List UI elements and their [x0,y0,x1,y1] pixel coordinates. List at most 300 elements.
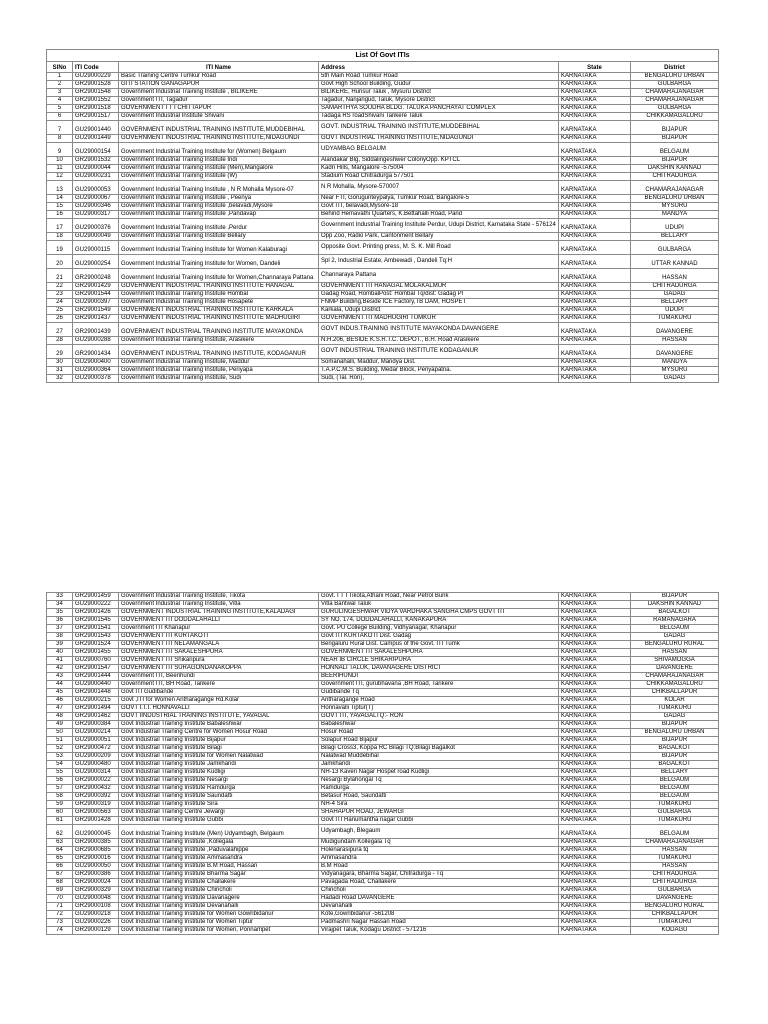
row-state: KARNATAKA [559,359,631,367]
row-iti-code: GR29001552 [73,97,119,105]
row-district: TUMAKURU [631,817,719,825]
row-iti-name: Government Industrial Training Institute, Sudi [119,375,319,383]
row-slno: 12 [47,173,73,181]
row-district: RAMANAGARA [631,617,719,625]
row-iti-code: GR29001543 [73,633,119,641]
row-iti-code: GU29000397 [73,299,119,307]
row-slno: 14 [47,195,73,203]
row-slno: 38 [47,633,73,641]
row-address: Virajpet Taluk, Kodagu District - 571216 [319,927,559,935]
row-iti-code: GR29001494 [73,705,119,713]
row-state: KARNATAKA [559,307,631,315]
row-slno: 33 [47,593,73,601]
row-slno: 16 [47,211,73,219]
row-address: Antharagange Road [319,697,559,705]
row-state: KARNATAKA [559,203,631,211]
row-address: SY NO. 174, DODDALAHALLI, KANAKAPURA [319,617,559,625]
row-slno: 9 [47,143,73,157]
row-iti-name: Govt ITI Gudibande [119,689,319,697]
row-slno: 72 [47,911,73,919]
row-state: KARNATAKA [559,173,631,181]
row-slno: 18 [47,233,73,241]
row-district: TUMAKURU [631,801,719,809]
row-slno: 55 [47,769,73,777]
row-state: KARNATAKA [559,367,631,375]
row-address: BILIKERE, Hunsur Taluk , Mysuru District [319,89,559,97]
row-iti-name: Government Industrial Training Institute Indi [119,157,319,165]
document-title: List Of Govt ITIs [47,50,719,62]
row-iti-name: GOVERNMENT INDUSTRIAL TRAINING INSTITUTE, KODAGANUR [119,345,319,359]
row-state: KARNATAKA [559,345,631,359]
row-slno: 74 [47,927,73,935]
row-slno: 17 [47,219,73,233]
row-iti-name: Basic Training Centre Tumkur Road [119,73,319,81]
header-iti-code: ITI Code [73,62,119,73]
row-district: BIJAPUR [631,721,719,729]
row-iti-code: GR29000432 [73,785,119,793]
row-iti-name: Government Industrial Training Institute (W) [119,173,319,181]
row-iti-code: GU29000400 [73,359,119,367]
row-iti-name: Government Industrial Training Institute Hombal [119,291,319,299]
row-iti-name: Govt Industrail Training Institute Babaleshwar [119,721,319,729]
row-slno: 25 [47,307,73,315]
row-iti-code: GU29000215 [73,697,119,705]
row-slno: 29 [47,345,73,359]
row-slno: 3 [47,89,73,97]
row-state: KARNATAKA [559,601,631,609]
row-iti-name: Government Industrial Training Institute, Periyapa [119,367,319,375]
row-state: KARNATAKA [559,113,631,121]
row-state: KARNATAKA [559,195,631,203]
row-state: KARNATAKA [559,299,631,307]
row-address: Tadaga RS roadShivani Tarikere Taluk [319,113,559,121]
row-iti-name: GOVERNMENT INDUSTRIAL TRAINING INSTITUTE,MUDDEBIHAL [119,121,319,135]
row-iti-code: GR29001428 [73,817,119,825]
row-state: KARNATAKA [559,283,631,291]
row-slno: 4 [47,97,73,105]
row-district: BENGALURU RURAL [631,641,719,649]
row-district: HASSAN [631,847,719,855]
row-address: GOVT. INDUSTRIAL TRAINING INSTITUTE,MUDDEBIHAL [319,121,559,135]
row-district: GADAG [631,291,719,299]
table-row [47,291,719,299]
row-district: DAKSHIN KANNAD [631,601,719,609]
row-iti-code: GU29000214 [73,729,119,737]
row-slno: 49 [47,721,73,729]
row-state: KARNATAKA [559,181,631,195]
row-district: CHAMARAJANAGAR [631,89,719,97]
row-slno: 59 [47,801,73,809]
table-row [47,839,719,847]
row-state: KARNATAKA [559,839,631,847]
row-iti-code: GR29000108 [73,903,119,911]
row-iti-name: Government ITI, BH Road, Tarikere [119,681,319,689]
row-state: KARNATAKA [559,737,631,745]
row-iti-code: GR29000319 [73,801,119,809]
row-address: Chincholi [319,887,559,895]
row-district: GULBARGA [631,105,719,113]
table-row [47,761,719,769]
row-slno: 26 [47,315,73,323]
row-iti-code: GU29000440 [73,681,119,689]
row-iti-code: GU29000376 [73,219,119,233]
row-iti-code: GR29000129 [73,927,119,935]
row-iti-code: GU29000053 [73,181,119,195]
table-row [47,689,719,697]
table-row [47,793,719,801]
row-address: FNMP Building,Beside ICE Factory,TB DAM, HOSPET [319,299,559,307]
row-slno: 51 [47,737,73,745]
row-slno: 39 [47,641,73,649]
row-state: KARNATAKA [559,219,631,233]
row-iti-name: Government Industrial Training Institute, Vitla [119,601,319,609]
row-iti-name: Government Industrial Training Institute, Arasikere [119,337,319,345]
row-district: TUMAKURU [631,855,719,863]
row-address: GURULINGESHWAR VIDYA VARDHAKA SANGHA CMPS GOVT ITI [319,609,559,617]
row-district: UTTAR KANNAD [631,255,719,269]
row-address: GOVT INDUS.TRAINING INSTITUTE MAYAKONDA DAVANGERE [319,323,559,337]
header-slno: SlNo [47,62,73,73]
row-iti-name: GOVT I.T.I. HONNAVALLI [119,705,319,713]
row-iti-code: GR29000384 [73,721,119,729]
table-row [47,649,719,657]
row-district: CHAMARAJANAGAR [631,673,719,681]
row-address: NH-4 Sira [319,801,559,809]
row-slno: 57 [47,785,73,793]
row-state: KARNATAKA [559,649,631,657]
row-iti-name: Govt Industrial Training Institute for Women Tiptur [119,919,319,927]
row-iti-code: GU29000049 [73,233,119,241]
table-row [47,367,719,375]
row-district: BAGALKOT [631,761,719,769]
row-iti-code: GR29000016 [73,855,119,863]
header-district: District [631,62,719,73]
row-iti-name: Govt Industrail Training Institute Sira [119,801,319,809]
row-address: Behind Hemavathi Quarters, K.Bettahalli Road, Pand [319,211,559,219]
row-district: GULBARGA [631,887,719,895]
row-state: KARNATAKA [559,609,631,617]
header-address: Address [319,62,559,73]
row-district: MYSURU [631,203,719,211]
row-slno: 10 [47,157,73,165]
row-slno: 7 [47,121,73,135]
table-row [47,903,719,911]
row-iti-name: GOVERNMENT ITI SAKALESHPURA [119,649,319,657]
row-iti-code: GR29001532 [73,157,119,165]
row-district: DAVANGERE [631,895,719,903]
row-address: Govt ITI Hanumantha nagar Gubbi [319,817,559,825]
row-slno: 47 [47,705,73,713]
row-slno: 5 [47,105,73,113]
row-iti-code: GR29001549 [73,307,119,315]
table-row [47,165,719,173]
row-state: KARNATAKA [559,657,631,665]
row-iti-code: GU29000222 [73,601,119,609]
row-slno: 44 [47,681,73,689]
row-state: KARNATAKA [559,157,631,165]
row-iti-name: Government Industrial Training Institute ,Perdur [119,219,319,233]
table-row [47,665,719,673]
row-iti-name: Govt Industrail Training Institute Bilagi [119,745,319,753]
row-address: Near FTI, Gorugunteypalya, Tumkur Road, Bangalore-5 [319,195,559,203]
row-state: KARNATAKA [559,255,631,269]
row-address: HONNALI TALUK, DAVANAGERE DISTRICT [319,665,559,673]
row-iti-name: Government Industrial Training Institute Hosapete [119,299,319,307]
row-iti-code: GR29001541 [73,625,119,633]
row-iti-name: Govt Industrail Training Institute Jamkhandi [119,761,319,769]
row-slno: 61 [47,817,73,825]
row-iti-code: GU29000317 [73,211,119,219]
row-district: DAVANGERE [631,345,719,359]
row-state: KARNATAKA [559,81,631,89]
table-row [47,895,719,903]
row-address: GOVERNMENT ITI SAKALESHPURA [319,649,559,657]
row-iti-code: GR29000472 [73,745,119,753]
row-address: Channaraya Pattana [319,269,559,283]
row-address: Govt High School Building, Gudur [319,81,559,89]
row-state: KARNATAKA [559,761,631,769]
row-address: Government ITI, gurubhavana ,BH Road, Tarikere [319,681,559,689]
row-slno: 43 [47,673,73,681]
table-row [47,323,719,337]
row-district: BENGALURU RURAL [631,903,719,911]
table-row [47,817,719,825]
row-iti-code: GR29001455 [73,649,119,657]
header-state: State [559,62,631,73]
row-iti-name: Govt Industrial Training Institute for Women Gowribidanur [119,911,319,919]
row-iti-name: Govt Industrial Training Institute for Women, Ponnampet [119,927,319,935]
row-iti-code: GU29000254 [73,255,119,269]
table-row [47,927,719,935]
row-state: KARNATAKA [559,713,631,721]
row-iti-name: GITI STATION GANAGAPUR [119,81,319,89]
row-iti-name: Government Industrial Training Institute , Peenya [119,195,319,203]
table-row [47,255,719,269]
row-iti-code: GU29000067 [73,195,119,203]
row-slno: 53 [47,753,73,761]
row-state: KARNATAKA [559,871,631,879]
row-iti-name: GOVERNMENT INDUSTRIAL TRAINING INSTITUTE,KALADAGI [119,609,319,617]
row-address: Govt. PU College Building, Vidhyanagar, Khanapur [319,625,559,633]
row-address: Ammasandra [319,855,559,863]
row-iti-name: Government Industrial Institute Shivani [119,113,319,121]
row-iti-code: GR29001545 [73,617,119,625]
table-row [47,633,719,641]
row-address: SAMARTHYA SOUDHA BLDG. TALUKA PANCHAYAT COMPLEX [319,105,559,113]
table-row [47,345,719,359]
row-district: CHITRADURGA [631,283,719,291]
table-row [47,195,719,203]
row-state: KARNATAKA [559,879,631,887]
row-iti-name: Government Industrial Training Institute ,belavadi,Mysore [119,203,319,211]
row-iti-name: Govt Industrail Training Centre for Women Hosur Road [119,729,319,737]
row-iti-name: Government Industrial Training Institute (Men),Mangalore [119,165,319,173]
row-slno: 1 [47,73,73,81]
table-row [47,863,719,871]
table-row [47,219,719,233]
header-iti-name: ITI Name [119,62,319,73]
row-slno: 24 [47,299,73,307]
row-state: KARNATAKA [559,681,631,689]
row-address: Kote,Gowribidanur -561208 [319,911,559,919]
row-state: KARNATAKA [559,809,631,817]
table-row [47,375,719,383]
row-iti-name: Government ITI Khanapur [119,625,319,633]
row-iti-name: Government Industrial Training Institute , BILIKERE [119,89,319,97]
row-iti-name: Govt Industrial Training Institute ,Paduvalahippe [119,847,319,855]
row-iti-code: GR29000385 [73,839,119,847]
row-address: Gadag Road, HombalPost: Hombal Tq/dist: Gadag Pl [319,291,559,299]
row-district: CHITRADURGA [631,173,719,181]
row-district: SHIVAMOGGA [631,657,719,665]
row-district: GADAG [631,633,719,641]
row-state: KARNATAKA [559,769,631,777]
table-row [47,609,719,617]
row-iti-name: GOVERNMENT INDUSTRIAL TRAINING INSTITUTE,NIDAGUNDI [119,135,319,143]
row-iti-name: GOVERNMENT ITI KURTAKOTI [119,633,319,641]
row-slno: 40 [47,649,73,657]
row-slno: 68 [47,879,73,887]
row-state: KARNATAKA [559,323,631,337]
row-iti-code: GR29001524 [73,641,119,649]
row-address: Padmashri Nagar Hassan Road [319,919,559,927]
row-address: Karkala, Udupi District [319,307,559,315]
table-row [47,105,719,113]
row-state: KARNATAKA [559,337,631,345]
row-iti-code: GR29000022 [73,777,119,785]
row-slno: 30 [47,359,73,367]
row-state: KARNATAKA [559,745,631,753]
row-iti-code: GU29000346 [73,203,119,211]
row-iti-name: Government ITI, Beerihundi [119,673,319,681]
row-district: BELGAUM [631,785,719,793]
row-slno: 56 [47,777,73,785]
row-address: Vidyanagara, Bharma Sagar, Chitradurga - Tq [319,871,559,879]
row-district: BENGALURU URBAN [631,195,719,203]
row-slno: 48 [47,713,73,721]
row-iti-code: GR29000386 [73,871,119,879]
row-district: BIJAPUR [631,135,719,143]
row-slno: 28 [47,337,73,345]
table-row [47,601,719,609]
row-state: KARNATAKA [559,785,631,793]
table-row [47,777,719,785]
row-address: Holenarasipura tq [319,847,559,855]
row-district: GULBARGA [631,241,719,255]
row-address: Spl 2, Industrial Estate, Ambewadi , Dandeli Tq:H [319,255,559,269]
row-iti-name: Govt ,ITI for Women Antharagange Rd.Kolar [119,697,319,705]
row-address: Gudibande Tq [319,689,559,697]
row-iti-name: Government Industrial Training Institute for Women Kalaburagi [119,241,319,255]
table-row [47,785,719,793]
row-iti-code: GU29000209 [73,753,119,761]
table-row [47,745,719,753]
row-iti-code: GU29000231 [73,173,119,181]
row-state: KARNATAKA [559,793,631,801]
row-district: CHITRADURGA [631,871,719,879]
row-iti-name: Government Industrial Training Institute for (Women) Belgaum [119,143,319,157]
row-address: Honnavalli Tiptur(T) [319,705,559,713]
row-district: BELGAUM [631,143,719,157]
row-address: Hosur Road [319,729,559,737]
row-district: CHIKBALLAPUR [631,689,719,697]
table-row [47,359,719,367]
row-iti-code: GU29000226 [73,919,119,927]
table-row [47,697,719,705]
row-district: BIJAPUR [631,737,719,745]
row-iti-code: GU29000314 [73,769,119,777]
table-row [47,89,719,97]
row-slno: 66 [47,863,73,871]
row-address: Bengaluru Rural Dist. Campus of the Govt. ITI Tumk [319,641,559,649]
table-row [47,705,719,713]
row-address: GOVT ITI, YAVAGALTQ:- RON [319,713,559,721]
row-state: KARNATAKA [559,705,631,713]
row-address: Bilagi Cross3, Koppa RC Bilagi TQ:Bilagi Bagalkot [319,745,559,753]
row-district: BIJAPUR [631,157,719,165]
row-slno: 41 [47,657,73,665]
row-state: KARNATAKA [559,689,631,697]
row-iti-name: Govt Industrial Training Institute Gubbi [119,817,319,825]
row-state: KARNATAKA [559,633,631,641]
row-iti-name: Government Industrial Training Institute for Women,Channaraya Pattana [119,269,319,283]
row-slno: 32 [47,375,73,383]
row-slno: 22 [47,283,73,291]
table-row [47,121,719,135]
row-district: CHITRADURGA [631,879,719,887]
row-iti-code: GR29001517 [73,113,119,121]
iti-table-part-1 [46,49,719,383]
row-district: BELGAUM [631,793,719,801]
row-state: KARNATAKA [559,641,631,649]
row-slno: 65 [47,855,73,863]
table-row [47,809,719,817]
row-address: Kadri Hills, Mangalore -575004 [319,165,559,173]
row-district: CHIKKAMAGALURU [631,681,719,689]
table-row [47,769,719,777]
table-row [47,625,719,633]
table-row [47,641,719,649]
table-row [47,753,719,761]
table-row [47,97,719,105]
row-iti-code: GU29000154 [73,143,119,157]
row-state: KARNATAKA [559,73,631,81]
row-slno: 34 [47,601,73,609]
row-district: BIJAPUR [631,121,719,135]
row-district: CHAMARAJANAGAR [631,839,719,847]
row-district: MANDYA [631,359,719,367]
row-slno: 67 [47,871,73,879]
row-address: Tagadur, Nanjangud, Taluk, Mysore District [319,97,559,105]
row-state: KARNATAKA [559,89,631,97]
row-iti-name: GOVERNMENT INDUSTRIAL TRAINING INSTITUTE MAYAKONDA [119,323,319,337]
table-row [47,181,719,195]
row-district: GULBARGA [631,809,719,817]
row-iti-name: Govt Industrail Training Institute Saundatti [119,793,319,801]
row-iti-code: GR29000024 [73,879,119,887]
row-iti-code: GR29000248 [73,269,119,283]
row-state: KARNATAKA [559,665,631,673]
row-address: GOVERNMENT ITI MADHUGIRI TUMKUR [319,315,559,323]
row-district: CHAMARAJANAGAR [631,97,719,105]
row-slno: 63 [47,839,73,847]
row-address: Govt ITI KURTAKOTI Dist. Gadag [319,633,559,641]
table-row [47,157,719,165]
table-row [47,721,719,729]
row-district: UDUPI [631,219,719,233]
row-slno: 31 [47,367,73,375]
table-row [47,203,719,211]
